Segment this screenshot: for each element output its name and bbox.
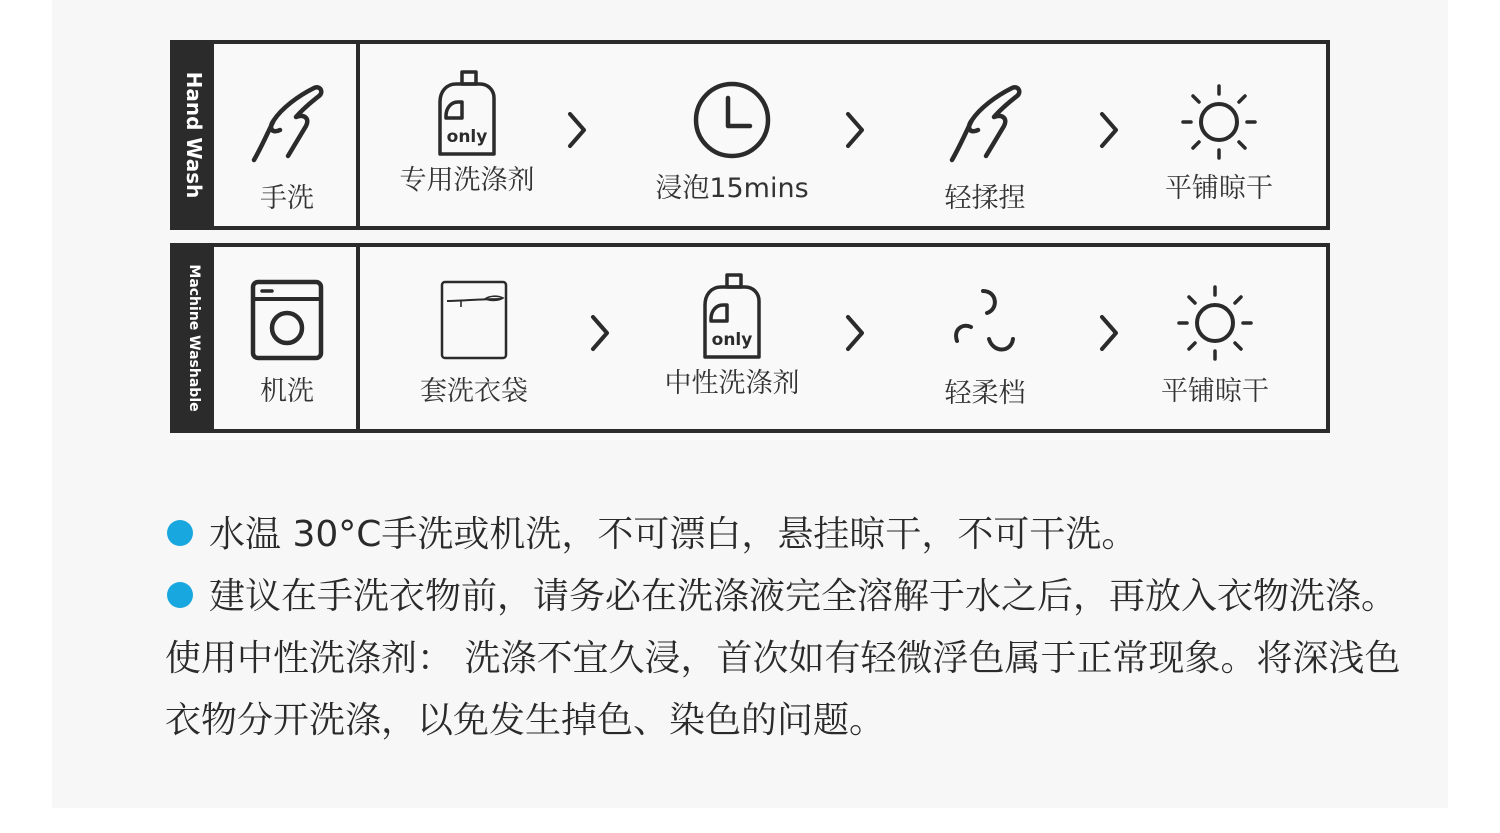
hand-wash-step-4 [1139, 44, 1299, 205]
machine-wash-step-1 [394, 247, 554, 408]
hand-wash-method [207, 44, 367, 215]
machine-wash-step-4 [1135, 247, 1295, 408]
hand-wash-side-label: Hand Wash [182, 71, 206, 199]
detergent-bottle-icon [697, 271, 767, 361]
hand-icon [940, 70, 1030, 170]
machine-wash-panel [170, 243, 1330, 433]
chevron-right-icon [1098, 313, 1120, 353]
care-note-2 [165, 566, 1405, 752]
hand-wash-step-1-label: 专用洗涤剂 [399, 165, 535, 196]
hand-wash-panel [170, 40, 1330, 230]
care-note-1 [165, 504, 1405, 566]
machine-wash-step-2-label: 中性洗涤剂 [664, 368, 800, 399]
detergent-bottle-icon [432, 68, 502, 158]
hand-wash-divider [356, 44, 360, 226]
machine-wash-method [207, 247, 367, 408]
machine-wash-step-1-label: 套洗衣袋 [420, 376, 528, 407]
sun-icon [1179, 82, 1259, 162]
hand-wash-step-3-label: 轻揉捏 [944, 183, 1026, 214]
care-note-1-text: 水温 30°C手洗或机洗，不可漂白，悬挂晾干，不可干洗。 [209, 514, 1138, 555]
sun-icon [1175, 283, 1255, 363]
hand-wash-step-2-label: 浸泡15mins [655, 173, 809, 204]
hand-wash-step-2 [652, 44, 812, 205]
machine-wash-step-3-label: 轻柔档 [944, 378, 1026, 409]
machine-wash-step-2 [652, 247, 812, 400]
machine-wash-step-3 [905, 247, 1065, 410]
gentle-cycle-icon [945, 283, 1025, 363]
hand-wash-step-3 [905, 44, 1065, 215]
bullet-dot-icon [167, 520, 193, 546]
clock-icon [690, 78, 774, 162]
hand-wash-step-4-label: 平铺晾干 [1165, 173, 1273, 204]
machine-wash-method-label: 机洗 [260, 376, 314, 407]
bullet-dot-icon [167, 582, 193, 608]
hand-wash-step-1 [387, 44, 547, 197]
care-note-2-text: 建议在手洗衣物前，请务必在洗涤液完全溶解于水之后，再放入衣物洗涤。使用中性洗涤剂： 洗涤不宜久浸，首次如有轻微浮色属于正常现象。将深浅色衣物分开洗涤，以免发生掉色、染色的问题。 [165, 576, 1401, 741]
chevron-right-icon [1098, 110, 1120, 150]
chevron-right-icon [566, 110, 588, 150]
laundry-bag-icon [439, 279, 509, 361]
machine-wash-side-label: Machine Washable [186, 264, 202, 412]
chevron-right-icon [844, 313, 866, 353]
hand-icon [242, 70, 332, 170]
washing-machine-icon [250, 279, 324, 361]
chevron-right-icon [844, 110, 866, 150]
only-badge-text: only [711, 330, 753, 350]
machine-wash-divider [356, 247, 360, 429]
machine-wash-step-4-label: 平铺晾干 [1161, 376, 1269, 407]
hand-wash-method-label: 手洗 [260, 183, 314, 214]
chevron-right-icon [589, 313, 611, 353]
only-badge-text: only [446, 127, 488, 147]
care-notes [165, 504, 1405, 752]
